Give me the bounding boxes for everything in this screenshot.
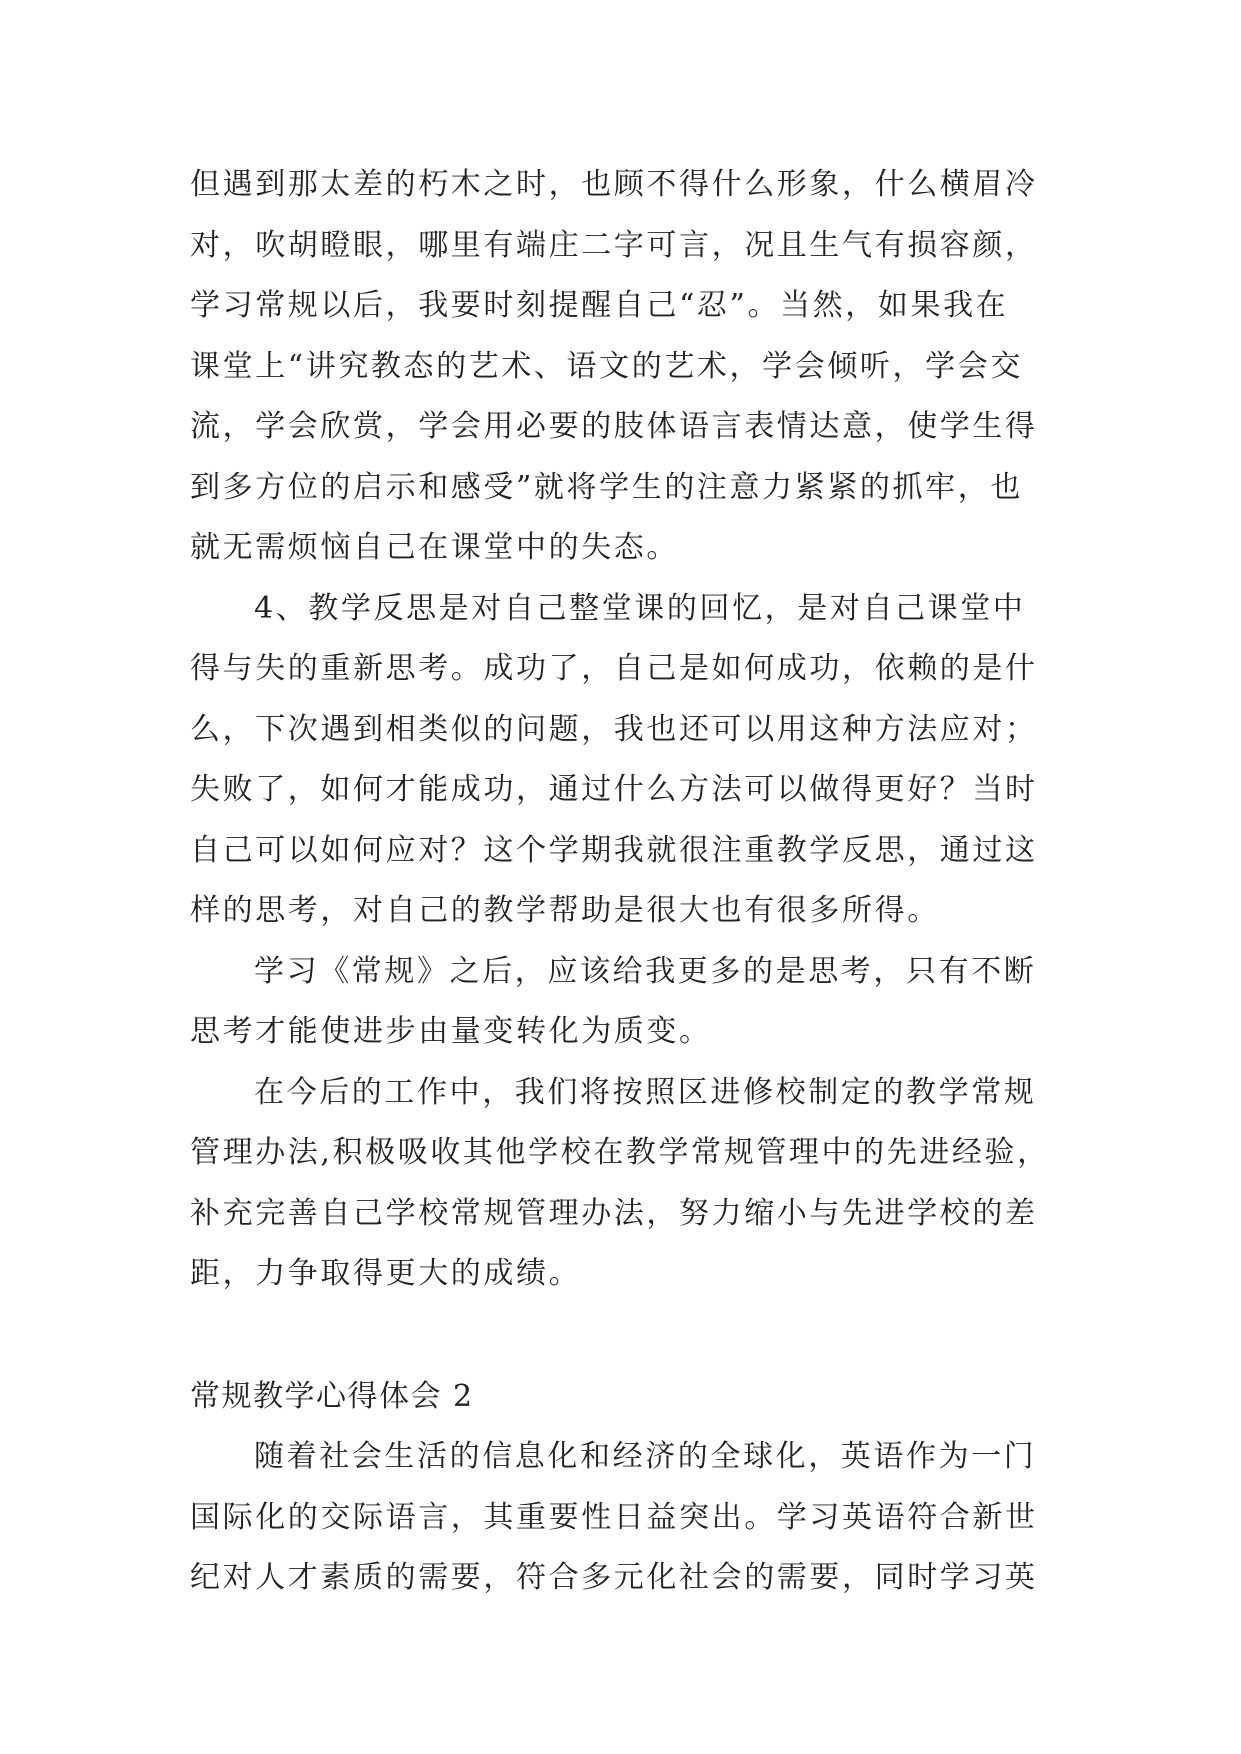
text-line: 样的思考，对自己的教学帮助是很大也有很多所得。 (190, 893, 940, 928)
text-line: 补充完善自己学校常规管理办法，努力缩小与先进学校的差 (190, 1195, 1038, 1231)
text-line: 就无需烦恼自己在课堂中的失态。 (190, 530, 679, 565)
text-line: 自己可以如何应对？这个学期我就很注重教学反思，通过这 (190, 832, 1038, 868)
text-line: 到多方位的启示和感受”就将学生的注意力紧紧的抓牢，也 (190, 469, 1023, 505)
text-line: 但遇到那太差的朽木之时，也顾不得什么形象，什么横眉冷 (190, 167, 1038, 202)
text-line: 学习《常规》之后，应该给我更多的是思考，只有不断 (254, 953, 1037, 989)
text-line: 随着社会生活的信息化和经济的全球化，英语作为一门 (254, 1439, 1037, 1474)
text-line: 国际化的交际语言，其重要性日益突出。学习英语符合新世 (190, 1499, 1038, 1535)
text-line: 得与失的重新思考。成功了，自己是如何成功，依赖的是什 (190, 651, 1038, 686)
document-body (190, 155, 1060, 1609)
text-line: 距，力争取得更大的成绩。 (190, 1256, 582, 1291)
text-line: 么，下次遇到相类似的问题，我也还可以用这种方法应对； (190, 711, 1038, 747)
text-line: 管理办法,积极吸收其他学校在教学常规管理中的先进经验， (190, 1135, 1050, 1170)
paragraph-4 (190, 1063, 1060, 1305)
paragraph-3 (190, 942, 1060, 1063)
text-line: 失败了，如何才能成功，通过什么方法可以做得更好？当时 (190, 772, 1038, 807)
text-line: 思考才能使进步由量变转化为质变。 (190, 1014, 712, 1049)
text-line: 纪对人才素质的需要，符合多元化社会的需要，同时学习英 (190, 1560, 1038, 1595)
text-line: 学习常规以后，我要时刻提醒自己“忍”。当然，如果我在 (190, 288, 1009, 323)
section-paragraph-1 (190, 1427, 1060, 1609)
paragraph-2 (190, 579, 1060, 942)
text-line: 在今后的工作中，我们将按照区进修校制定的教学常规 (254, 1074, 1037, 1110)
text-line: 课堂上“讲究教态的艺术、语文的艺术，学会倾听，学会交 (190, 348, 1023, 384)
text-line: 流，学会欣赏，学会用必要的肢体语言表情达意，使学生得 (190, 409, 1038, 444)
section-heading: 常规教学心得体会 2 (190, 1378, 474, 1414)
text-line: 对，吹胡瞪眼，哪里有端庄二字可言，况且生气有损容颜， (190, 227, 1038, 263)
paragraph-1 (190, 155, 1060, 579)
text-line: 4、教学反思是对自己整堂课的回忆，是对自己课堂中 (254, 590, 1026, 626)
